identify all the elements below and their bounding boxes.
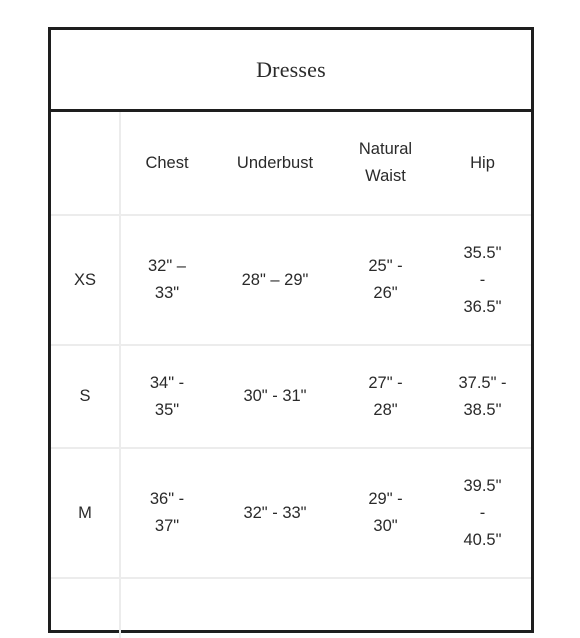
- hip-m-line-3: 40.5": [463, 530, 502, 549]
- table-row-xs: [51, 215, 531, 345]
- header-underbust: [213, 112, 337, 215]
- chest-s: [120, 345, 213, 448]
- hip-m: [434, 448, 531, 578]
- underbust-xs-line-1: 28" – 29": [241, 270, 309, 289]
- underbust-s-line-1: 30" - 31": [243, 387, 307, 405]
- hip-xs: [434, 215, 531, 345]
- hip-xs-line-1: 35.5": [463, 243, 502, 262]
- underbust-m-line-1: 32" - 33": [243, 503, 307, 522]
- natural-waist-xs-line-2: 26": [373, 284, 398, 302]
- header-row: [51, 112, 531, 215]
- header-natural-waist: [337, 112, 434, 215]
- hip-m-line-1: 39.5": [463, 476, 502, 495]
- hip-xs-line-3: 36.5": [463, 297, 502, 316]
- hip-xs-line-2: -: [479, 270, 486, 289]
- header-natural-waist-line-2: Waist: [365, 167, 406, 185]
- natural-waist-xs-line-1: 25" -: [368, 257, 403, 275]
- size-table: [51, 112, 531, 638]
- table-row-cropped: [51, 578, 531, 638]
- natural-waist-m-line-1: 29" -: [368, 490, 403, 508]
- natural-waist-s: [337, 345, 434, 448]
- underbust-xs: [213, 215, 337, 345]
- header-chest: [120, 112, 213, 215]
- table-row-m: [51, 448, 531, 578]
- chart-title: Dresses: [256, 56, 326, 82]
- size-chart-frame: [48, 27, 534, 633]
- chest-m-line-2: 37": [154, 517, 180, 535]
- size-label-xs: XS: [51, 215, 120, 345]
- hip-m-line-2: -: [479, 503, 486, 522]
- header-chest-label: Chest: [145, 153, 189, 172]
- chest-xs-line-2: 33": [154, 284, 180, 302]
- natural-waist-s-line-1: 27" -: [368, 373, 403, 392]
- size-label-m: M: [51, 448, 120, 578]
- header-underbust-label: Underbust: [236, 153, 314, 172]
- natural-waist-m: [337, 448, 434, 578]
- underbust-m: [213, 448, 337, 578]
- header-natural-waist-line-1: Natural: [358, 140, 413, 158]
- header-hip-label: Hip: [470, 153, 495, 172]
- natural-waist-cropped: [337, 578, 434, 638]
- hip-s-line-1: 37.5" -: [458, 373, 507, 392]
- underbust-cropped: [213, 578, 337, 638]
- size-label-cropped: [51, 578, 120, 638]
- natural-waist-s-line-2: 28": [373, 400, 398, 419]
- hip-s-line-2: 38.5": [463, 400, 502, 419]
- hip-s: [434, 345, 531, 448]
- chest-xs: [120, 215, 213, 345]
- chest-xs-line-1: 32" –: [148, 257, 186, 275]
- natural-waist-m-line-2: 30": [373, 517, 398, 535]
- chest-m-line-1: 36" -: [149, 490, 185, 508]
- size-label-s: S: [51, 345, 120, 448]
- table-row-s: [51, 345, 531, 448]
- underbust-s: [213, 345, 337, 448]
- title-row: [51, 30, 531, 112]
- hip-cropped: [434, 578, 531, 638]
- header-hip: [434, 112, 531, 215]
- chest-s-line-1: 34" -: [149, 373, 185, 392]
- chest-m: [120, 448, 213, 578]
- chest-s-line-2: 35": [154, 400, 180, 419]
- chest-cropped: [120, 578, 213, 638]
- natural-waist-xs: [337, 215, 434, 345]
- header-size: [51, 112, 120, 215]
